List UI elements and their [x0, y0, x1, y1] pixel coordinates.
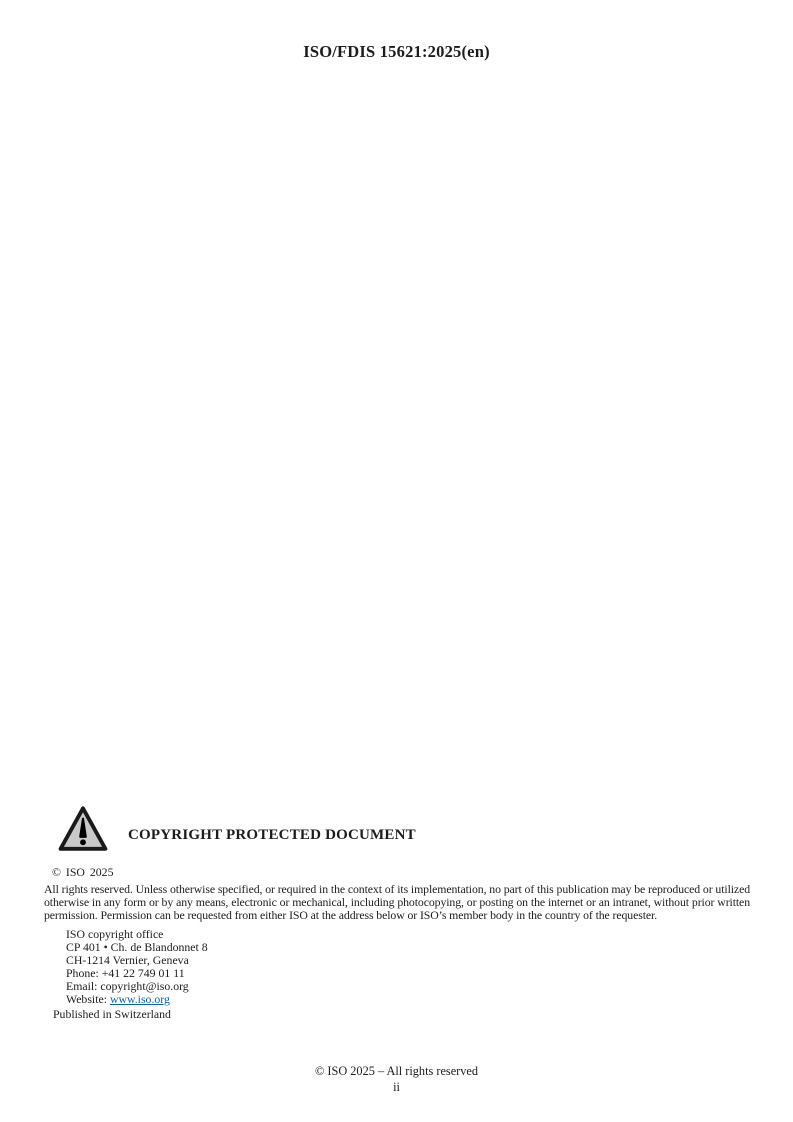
copyright-notice: All rights reserved. Unless otherwise specified, or required in the context of its implementation, no part of this publication may be reproduced or utilized otherwise in any form or by any means, electronic or mechanical, including photocopying, or posting on the internet or an intranet, without prior written permission. Permission can be requested from either ISO at the address below or ISO’s member body in the country of the requester.	[44, 882, 750, 922]
copyright-heading: COPYRIGHT PROTECTED DOCUMENT	[128, 826, 416, 843]
address-street: CP 401 • Ch. de Blandonnet 8	[66, 940, 208, 955]
address-website	[66, 993, 793, 1006]
published-line: Published in Switzerland	[53, 1007, 171, 1022]
address-email: Email: copyright@iso.org	[66, 979, 189, 994]
copyright-line: © ISO 2025	[52, 865, 114, 879]
document-id: ISO/FDIS 15621:2025(en)	[303, 42, 490, 61]
website-link[interactable]: www.iso.org	[109, 992, 170, 1007]
website-label: Website:	[66, 992, 110, 1007]
page-header	[0, 42, 793, 62]
warning-triangle-icon	[57, 804, 109, 854]
address-office: ISO copyright office	[66, 927, 164, 942]
address-city: CH-1214 Vernier, Geneva	[66, 953, 189, 968]
page-footer	[0, 1064, 793, 1096]
footer-page-number: ii	[393, 1080, 400, 1094]
address-phone: Phone: +41 22 749 01 11	[66, 966, 185, 981]
footer-copyright: © ISO 2025 – All rights reserved	[314, 1064, 479, 1078]
copyright-banner	[0, 803, 793, 855]
copyright-section	[0, 803, 793, 1021]
address-block	[0, 928, 793, 1006]
